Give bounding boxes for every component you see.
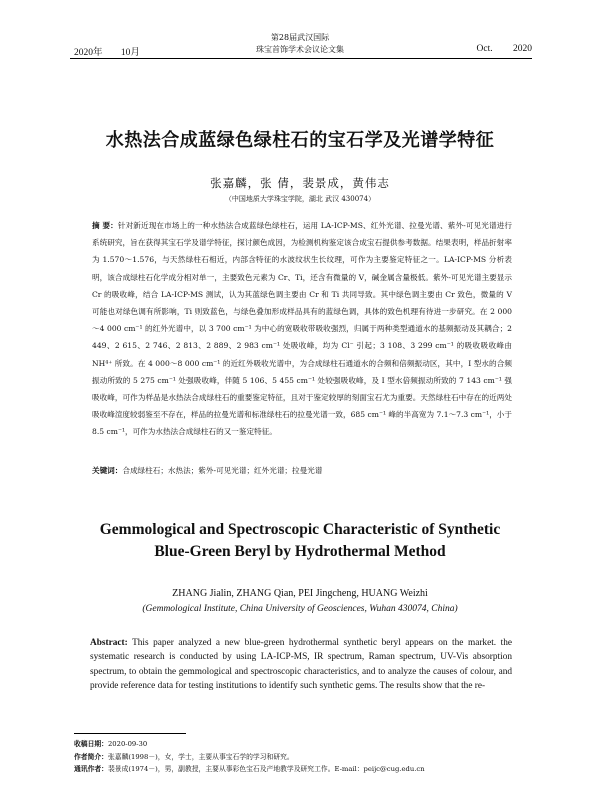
header-month: 10月 [120, 48, 140, 58]
footnote-corresponding-label: 通讯作者： [74, 765, 108, 773]
title-en [0, 519, 600, 563]
footnote-received-value: 2020-09-30 [107, 740, 148, 748]
title-cn: 水热法合成蓝绿色绿柱石的宝石学及光谱学特征 [105, 130, 495, 151]
affiliation-cn: （中国地质大学珠宝学院，湖北 武汉 430074） [224, 195, 376, 203]
footnote-received [74, 738, 534, 751]
authors-en: ZHANG Jialin, ZHANG Qian, PEI Jingcheng, HUANG Weizhi [172, 588, 428, 599]
abstract-cn-text: 针对新近现在市场上的一种水热法合成蓝绿色绿柱石，运用 LA-ICP-MS、红外光谱、拉曼光谱、紫外-可见光谱进行系统研究，旨在获得其宝石学及谱学特征，探讨颜色成因，为检测机构鉴定该合成宝石提供参考数据。结果表明，样品折射率为 1.570～1.576，与天然绿柱石相近，内部含特征的水波纹状生长纹理，可作为主要鉴定特征之一。LA-ICP-MS 分析表明，该合成绿柱石化学成分相对单一，主要致色元素为 Cr、Ti，还含有微量的 V，碱金属含量极低。紫外-可见光谱主要显示 Cr 的吸收峰，结合 LA-ICP-MS 测试，认为其蓝绿色调主要由 Cr 和 Ti 共同导致。其中绿色调主要由 Cr 致色，微量的 V 可能也对绿色调有所影响，Ti 则致蓝色，与绿色叠加形成样品具有的蓝绿色调，具体的致色机理有待进一步研究。在 2 000～4 000 cm⁻¹ 的红外光谱中，以 3 700 cm⁻¹ 为中心的宽吸收带吸收强烈，归属于两种类型通道水的基频振动及其耦合；2 449、2 615、2 746、2 813、2 889、2 983 cm⁻¹ 处吸收峰，均为 Cl⁻ 引起；3 108、3 299 cm⁻¹ 的吸收吸收峰由 NH⁴⁺ 所致。在 4 000～8 000 cm⁻¹ 的近红外吸收光谱中，为合成绿柱石通道水的合频和倍频振动区，其中，I 型水的合频振动所致的 5 275 cm⁻¹ 处强吸收峰，伴随 5 106、5 455 cm⁻¹ 处较强吸收峰，及 I 型水倍频振动所致的 7 143 cm⁻¹ 强吸收峰，可作为样品是水热法合成绿柱石的重要鉴定特征，且对于鉴定较厚的刻面宝石尤为重要。天然绿柱石中存在的近两处吸收峰渲度较弱鉴至不存在，样品的拉曼光谱和标准绿柱石的拉曼光谱一致，685 cm⁻¹ 峰的半高宽为 7.1～7.3 cm⁻¹，小于 8.5 cm⁻¹，可作为水热法合成绿柱石的又一鉴定特征。 [92, 221, 512, 437]
keywords-cn-label: 关键词： [92, 466, 123, 475]
header-divider [70, 58, 532, 59]
footnote-author [74, 751, 534, 764]
footnote-divider [74, 733, 186, 734]
abstract-cn-label: 摘 要： [92, 221, 118, 230]
footnote-author-label: 作者简介： [74, 752, 108, 761]
header-year-en: 2020 [513, 44, 532, 54]
footnote-corresponding-value: 裴景成(1974－)，男，副教授，主要从事彩色宝石及产地教学及研究工作。E-mail：peijc@cug.edu.cn [107, 765, 425, 773]
header-month-en: Oct. [476, 44, 493, 54]
footnote-author-value: 张嘉麟(1998－)，女，学士，主要从事宝石学的学习和研究。 [107, 752, 294, 761]
header-year: 2020年 [74, 48, 103, 58]
footnotes [74, 738, 534, 776]
title-en-line1: Gemmological and Spectroscopic Characteristic of Synthetic [99, 521, 501, 538]
title-en-line2: Blue-Green Beryl by Hydrothermal Method [154, 543, 446, 560]
footnote-received-label: 收稿日期： [74, 740, 108, 748]
header-conference-line2: 珠宝首饰学术会议论文集 [256, 45, 344, 54]
authors-cn: 张嘉麟，张 倩，裴景成，黄伟志 [210, 176, 390, 190]
abstract-en-text: This paper analyzed a new blue-green hydrothermal synthetic beryl appears on the market. the systematic research is conducted by using LA-ICP-MS, IR spectrum, Raman spectrum, UV-Vis absorption spectrum, to obtain the gemmological and spectroscopic characteristics, and to analyze the causes of colour, and provide reference data for testing institutions to identify such synthetic gems. The results show that the re- [90, 638, 512, 691]
keywords-cn-text: 合成绿柱石；水热法；紫外-可见光谱；红外光谱；拉曼光谱 [122, 466, 323, 475]
keywords-cn [92, 465, 512, 476]
abstract-cn [92, 217, 512, 441]
header-date-en [459, 44, 532, 54]
affiliation-en: (Gemmological Institute, China University of Geosciences, Wuhan 430074, China) [142, 604, 458, 614]
footnote-corresponding [74, 763, 534, 776]
abstract-en-label: Abstract: [90, 638, 128, 648]
abstract-en [90, 636, 512, 693]
header-conference-line1: 第28届武汉国际 [270, 33, 330, 42]
